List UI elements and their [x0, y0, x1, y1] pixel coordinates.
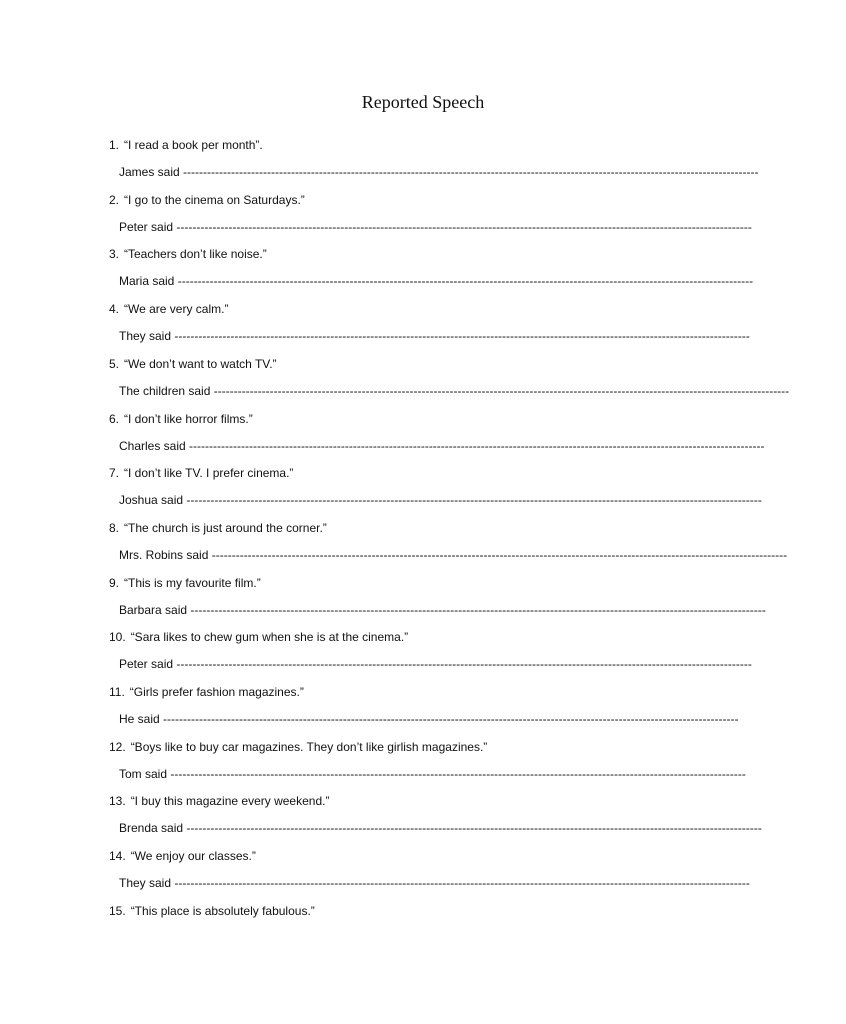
quote-text: “I don’t like horror films.” [124, 412, 253, 426]
answer-line[interactable] [119, 547, 788, 563]
speaker-label: Peter said [119, 657, 174, 671]
quote-text: “We enjoy our classes.” [130, 849, 256, 863]
quote-text: “This place is absolutely fabulous.” [130, 904, 315, 918]
exercise-number: 9. [109, 576, 120, 590]
exercise-number: 5. [109, 357, 120, 371]
exercise-number: 3. [109, 247, 120, 261]
exercise-quote [109, 848, 256, 864]
exercise-number: 4. [109, 302, 120, 316]
answer-blank[interactable]: ------------------------------------------------------------------------------------------------------------------------------------------------ [186, 821, 762, 835]
answer-line[interactable] [119, 656, 752, 672]
quote-text: “I don’t like TV. I prefer cinema.” [124, 466, 294, 480]
answer-line[interactable] [119, 820, 762, 836]
answer-line[interactable] [119, 273, 754, 289]
exercise-number: 6. [109, 412, 120, 426]
exercise-number: 2. [109, 193, 120, 207]
speaker-label: Charles said [119, 439, 186, 453]
answer-blank[interactable]: ------------------------------------------------------------------------------------------------------------------------------------------------ [163, 712, 739, 726]
answer-blank[interactable]: ------------------------------------------------------------------------------------------------------------------------------------------------ [176, 657, 752, 671]
quote-text: “I read a book per month”. [124, 138, 263, 152]
quote-text: “The church is just around the corner.” [124, 521, 327, 535]
exercise-quote [109, 246, 267, 262]
exercise-number: 1. [109, 138, 120, 152]
quote-text: “I buy this magazine every weekend.” [130, 794, 330, 808]
speaker-label: Mrs. Robins said [119, 548, 209, 562]
answer-line[interactable] [119, 766, 746, 782]
quote-text: “We don’t want to watch TV.” [124, 357, 277, 371]
speaker-label: James said [119, 165, 180, 179]
exercise-quote [109, 575, 261, 591]
exercise-number: 10. [109, 630, 126, 644]
speaker-label: Peter said [119, 220, 174, 234]
answer-line[interactable] [119, 711, 739, 727]
exercise-number: 14. [109, 849, 126, 863]
answer-blank[interactable]: ------------------------------------------------------------------------------------------------------------------------------------------------ [183, 165, 759, 179]
exercise-number: 11. [109, 685, 125, 699]
answer-line[interactable] [119, 219, 752, 235]
speaker-label: Barbara said [119, 603, 188, 617]
speaker-label: Maria said [119, 274, 175, 288]
exercise-number: 8. [109, 521, 120, 535]
exercise-quote [109, 356, 277, 372]
speaker-label: He said [119, 712, 160, 726]
speaker-label: They said [119, 876, 172, 890]
answer-line[interactable] [119, 383, 790, 399]
exercise-quote [109, 301, 228, 317]
answer-blank[interactable]: ------------------------------------------------------------------------------------------------------------------------------------------------ [177, 274, 754, 288]
answer-blank[interactable]: ------------------------------------------------------------------------------------------------------------------------------------------------ [190, 603, 766, 617]
answer-blank[interactable]: ------------------------------------------------------------------------------------------------------------------------------------------------ [174, 876, 750, 890]
exercise-quote [109, 465, 293, 481]
exercise-quote [109, 739, 487, 755]
answer-blank[interactable]: ------------------------------------------------------------------------------------------------------------------------------------------------ [213, 384, 790, 398]
speaker-label: Joshua said [119, 493, 184, 507]
answer-line[interactable] [119, 602, 766, 618]
exercise-quote [109, 684, 304, 700]
answer-line[interactable] [119, 328, 750, 344]
speaker-label: The children said [119, 384, 211, 398]
answer-line[interactable] [119, 438, 765, 454]
exercise-quote [109, 793, 329, 809]
page-title: Reported Speech [361, 92, 485, 112]
quote-text: “I go to the cinema on Saturdays.” [124, 193, 305, 207]
exercise-number: 12. [109, 740, 126, 754]
exercise-number: 15. [109, 904, 126, 918]
speaker-label: Tom said [119, 767, 168, 781]
answer-blank[interactable]: ------------------------------------------------------------------------------------------------------------------------------------------------ [189, 439, 765, 453]
answer-blank[interactable]: ------------------------------------------------------------------------------------------------------------------------------------------------ [174, 329, 750, 343]
quote-text: “This is my favourite film.” [124, 576, 261, 590]
speaker-label: Brenda said [119, 821, 184, 835]
answer-blank[interactable]: ------------------------------------------------------------------------------------------------------------------------------------------------ [176, 220, 752, 234]
exercise-quote [109, 629, 408, 645]
exercise-quote [109, 137, 263, 153]
answer-blank[interactable]: ------------------------------------------------------------------------------------------------------------------------------------------------ [211, 548, 788, 562]
answer-line[interactable] [119, 164, 759, 180]
answer-line[interactable] [119, 492, 762, 508]
quote-text: “Teachers don’t like noise.” [124, 247, 267, 261]
quote-text: “Girls prefer fashion magazines.” [129, 685, 304, 699]
answer-blank[interactable]: ------------------------------------------------------------------------------------------------------------------------------------------------ [170, 767, 746, 781]
exercise-quote [109, 192, 305, 208]
exercise-number: 13. [109, 794, 126, 808]
answer-line[interactable] [119, 875, 750, 891]
quote-text: “Boys like to buy car magazines. They don’t like girlish magazines.” [130, 740, 488, 754]
answer-blank[interactable]: ------------------------------------------------------------------------------------------------------------------------------------------------ [186, 493, 762, 507]
speaker-label: They said [119, 329, 172, 343]
exercise-quote [109, 411, 253, 427]
quote-text: “Sara likes to chew gum when she is at the cinema.” [130, 630, 409, 644]
quote-text: “We are very calm.” [124, 302, 229, 316]
exercise-quote [109, 520, 327, 536]
exercise-quote [109, 903, 315, 919]
exercise-number: 7. [109, 466, 120, 480]
